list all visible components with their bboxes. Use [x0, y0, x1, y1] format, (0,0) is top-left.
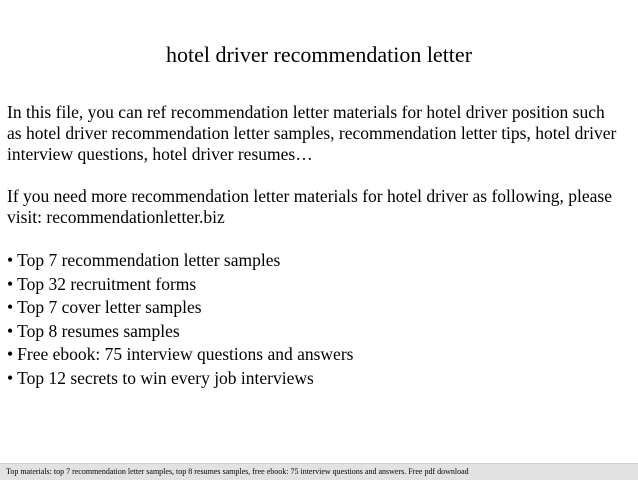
- more-line-link[interactable]: visit: recommendationletter.biz: [7, 207, 225, 227]
- intro-paragraph: [7, 102, 635, 165]
- list-item: [7, 367, 635, 391]
- bullet-icon: •: [7, 273, 14, 294]
- bullet-icon: •: [7, 344, 14, 364]
- bullet-icon: •: [7, 297, 14, 317]
- list-item: [7, 296, 635, 320]
- more-paragraph: [7, 186, 635, 228]
- list-item: [7, 343, 635, 367]
- list-item: [7, 249, 635, 273]
- list-item-label: Top 12 secrets to win every job interviews: [17, 367, 314, 388]
- page-title: hotel driver recommendation letter: [165, 42, 473, 67]
- bullet-icon: •: [7, 250, 14, 270]
- intro-line: as hotel driver recommendation letter samples, recommendation letter tips, hotel driver: [7, 123, 617, 143]
- footer-text: Top materials: top 7 recommendation letter samples, top 8 resumes samples, free ebook: 75 interview questions and answers. Free pdf download: [6, 467, 469, 476]
- list-item-label: Top 32 recruitment forms: [17, 273, 197, 294]
- bullet-list: [7, 249, 635, 390]
- list-item-label: Top 7 recommendation letter samples: [17, 250, 281, 270]
- footer-bar: [0, 463, 638, 480]
- bullet-icon: •: [7, 320, 14, 341]
- list-item-label: Free ebook: 75 interview questions and answers: [17, 344, 354, 364]
- more-line: If you need more recommendation letter materials for hotel driver as following, please: [7, 186, 612, 206]
- intro-line: In this file, you can ref recommendation letter materials for hotel driver position such: [7, 102, 605, 122]
- list-item: [7, 273, 635, 297]
- list-item-label: Top 7 cover letter samples: [17, 297, 202, 317]
- bullet-icon: •: [7, 367, 14, 388]
- list-item: [7, 320, 635, 344]
- slide-body: [7, 102, 635, 390]
- intro-line: interview questions, hotel driver resumes…: [7, 144, 313, 164]
- list-item-label: Top 8 resumes samples: [17, 320, 180, 341]
